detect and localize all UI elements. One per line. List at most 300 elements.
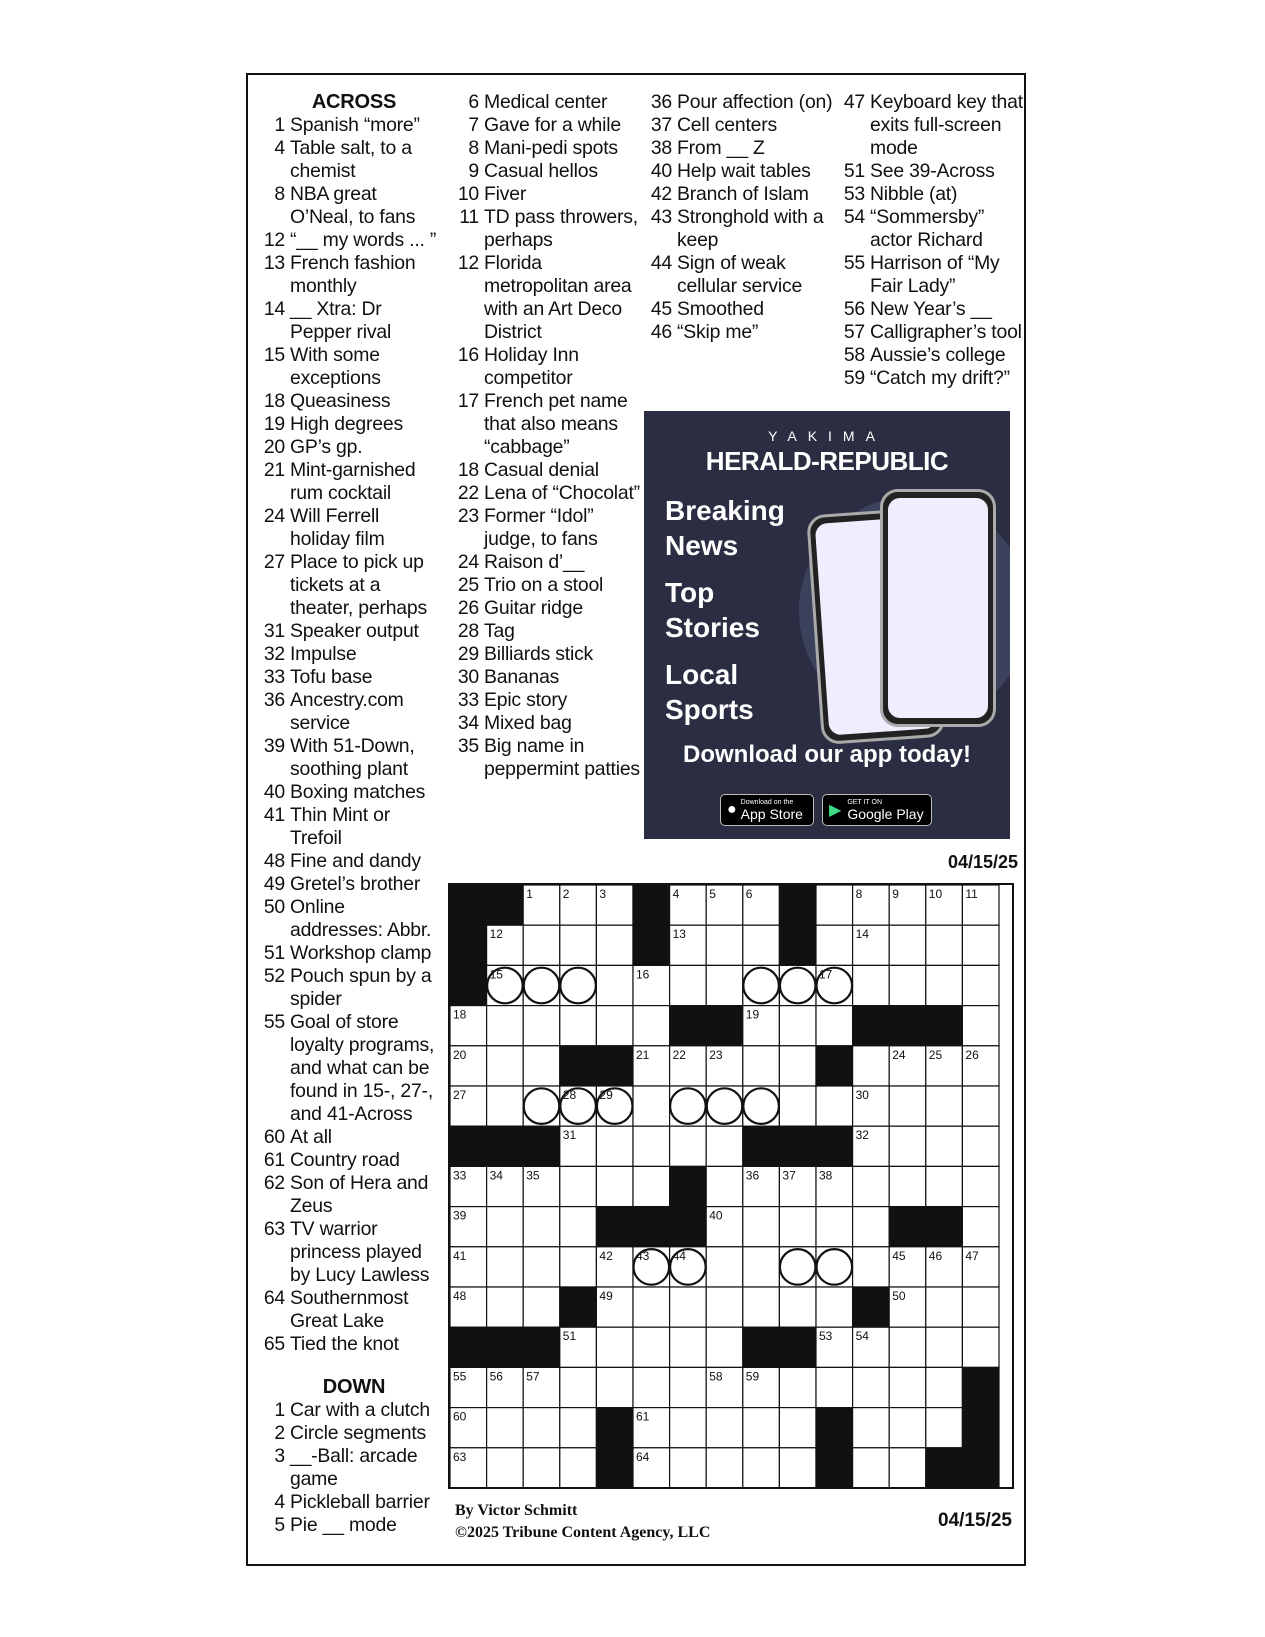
cell-number: 43: [636, 1248, 650, 1263]
grid-cell[interactable]: [926, 1287, 963, 1327]
clue-item[interactable]: [645, 252, 835, 298]
clue-item[interactable]: [258, 390, 438, 413]
grid-cell[interactable]: [670, 1126, 707, 1166]
grid-cell[interactable]: [926, 925, 963, 965]
grid-cell[interactable]: [670, 1086, 707, 1126]
grid-cell[interactable]: [706, 925, 743, 965]
clue-item[interactable]: [452, 390, 642, 459]
grid-cell[interactable]: [926, 1166, 963, 1206]
grid-cell[interactable]: [523, 1207, 560, 1247]
grid-cell[interactable]: [926, 965, 963, 1005]
cell-number: 48: [453, 1289, 467, 1303]
grid-cell[interactable]: [962, 1327, 999, 1367]
grid-cell[interactable]: [706, 1408, 743, 1448]
grid-cell[interactable]: [706, 1086, 743, 1126]
clue-text: __-Ball: arcade game: [290, 1445, 418, 1490]
cell-number: 4: [672, 887, 680, 901]
clue-item[interactable]: [258, 965, 438, 1011]
grid-cell[interactable]: [560, 965, 597, 1005]
grid-cell[interactable]: [633, 1126, 670, 1166]
grid-cell[interactable]: [962, 1126, 999, 1166]
clue-item[interactable]: [452, 689, 642, 712]
grid-cell[interactable]: [779, 1408, 816, 1448]
grid-cell[interactable]: [816, 1287, 853, 1327]
clue-item[interactable]: [452, 91, 642, 114]
grid-cell[interactable]: [633, 1327, 670, 1367]
clue-number: 12: [263, 229, 285, 251]
black-square: [450, 885, 487, 925]
clue-number: 35: [457, 735, 479, 757]
cell-number: 42: [599, 1248, 613, 1263]
grid-cell[interactable]: [670, 1448, 707, 1488]
grid-cell[interactable]: [633, 1006, 670, 1046]
clue-number: 55: [843, 252, 865, 274]
cell-number: 63: [453, 1449, 467, 1464]
grid-cell[interactable]: [596, 1327, 633, 1367]
grid-cell[interactable]: [706, 1327, 743, 1367]
clue-item[interactable]: [838, 206, 1028, 252]
clue-number: 47: [843, 91, 865, 113]
clue-item[interactable]: [258, 114, 438, 137]
clue-item[interactable]: [258, 459, 438, 505]
cell-number: 31: [562, 1128, 577, 1143]
grid-cell[interactable]: [706, 1287, 743, 1327]
clue-number: 11: [459, 206, 479, 228]
cell-number: 34: [489, 1168, 503, 1183]
google-play-button[interactable]: ▶ GET IT ON Google Play: [822, 794, 932, 826]
grid-cell[interactable]: [889, 1408, 926, 1448]
grid-cell[interactable]: [743, 1247, 780, 1287]
clue-number: 56: [843, 298, 865, 320]
clue-item[interactable]: [258, 551, 438, 620]
grid-cell[interactable]: [670, 1287, 707, 1327]
down-clues-column-2: [452, 91, 642, 781]
grid-cell[interactable]: [889, 1327, 926, 1367]
grid-cell[interactable]: [743, 1086, 780, 1126]
grid-cell[interactable]: [889, 925, 926, 965]
clue-item[interactable]: [452, 206, 642, 252]
grid-cell[interactable]: [523, 1448, 560, 1488]
grid-cell[interactable]: [633, 1166, 670, 1206]
black-square: [596, 1046, 633, 1086]
clue-item[interactable]: [258, 620, 438, 643]
clue-item[interactable]: [838, 367, 1028, 390]
clue-number: 58: [843, 344, 865, 366]
grid-cell[interactable]: [523, 1086, 560, 1126]
cell-number: 6: [745, 887, 753, 901]
grid-cell[interactable]: [889, 1126, 926, 1166]
clue-number: 45: [650, 298, 672, 320]
cell-number: 16: [636, 967, 650, 982]
grid-cell[interactable]: [816, 1367, 853, 1407]
grid-cell[interactable]: [926, 1408, 963, 1448]
play-icon: ▶: [829, 802, 842, 819]
clue-number: 23: [457, 505, 479, 527]
clue-number: 5: [274, 1514, 285, 1536]
clue-number: 8: [274, 183, 285, 205]
clue-item[interactable]: [258, 1126, 438, 1149]
grid-cell[interactable]: [560, 1006, 597, 1046]
clue-item[interactable]: [452, 643, 642, 666]
grid-cell[interactable]: [853, 1166, 890, 1206]
grid-cell[interactable]: [596, 965, 633, 1005]
clue-number: 30: [457, 666, 479, 688]
grid-cell[interactable]: [523, 1247, 560, 1287]
grid-cell[interactable]: [523, 1408, 560, 1448]
clue-number: 50: [263, 896, 285, 918]
clue-number: 24: [263, 505, 285, 527]
grid-cell[interactable]: [633, 1367, 670, 1407]
clue-text: Harrison of “My Fair Lady”: [870, 252, 1000, 297]
grid-cell[interactable]: [560, 1367, 597, 1407]
clue-text: See 39-Across: [870, 160, 995, 182]
grid-cell[interactable]: [743, 1046, 780, 1086]
grid-cell[interactable]: [743, 1287, 780, 1327]
clue-number: 18: [457, 459, 479, 481]
black-square: [633, 885, 670, 925]
black-square: [889, 1006, 926, 1046]
grid-cell[interactable]: [633, 1086, 670, 1126]
clue-item[interactable]: [258, 1149, 438, 1172]
cell-number: 40: [709, 1208, 723, 1223]
clue-number: 33: [457, 689, 479, 711]
clue-item[interactable]: [258, 1514, 438, 1537]
grid-cell[interactable]: [816, 1006, 853, 1046]
clue-item[interactable]: [452, 735, 642, 781]
crossword-grid[interactable]: [448, 883, 1014, 1489]
clue-text: Online addresses: Abbr.: [290, 896, 432, 941]
black-square: [670, 1166, 707, 1206]
grid-cell[interactable]: [853, 965, 890, 1005]
black-square: [962, 1408, 999, 1448]
clue-number: 4: [274, 137, 285, 159]
clue-item[interactable]: [258, 1333, 438, 1356]
grid-cell[interactable]: [560, 1207, 597, 1247]
grid-cell[interactable]: [487, 1287, 524, 1327]
grid-cell[interactable]: [743, 925, 780, 965]
black-square: [853, 1006, 890, 1046]
grid-cell[interactable]: [962, 925, 999, 965]
grid-cell[interactable]: [743, 1408, 780, 1448]
grid-cell[interactable]: [487, 1006, 524, 1046]
clue-item[interactable]: [452, 482, 642, 505]
down-list-1: [258, 1399, 438, 1537]
grid-cell[interactable]: [853, 1367, 890, 1407]
grid-cell[interactable]: [523, 965, 560, 1005]
clue-item[interactable]: [452, 252, 642, 344]
clue-item[interactable]: [645, 206, 835, 252]
clue-item[interactable]: [645, 183, 835, 206]
clue-text: Big name in peppermint patties: [484, 735, 640, 780]
grid-cell[interactable]: [743, 1448, 780, 1488]
grid-cell[interactable]: [889, 965, 926, 1005]
clue-item[interactable]: [452, 114, 642, 137]
black-square: [487, 1327, 524, 1367]
grid-cell[interactable]: [523, 1006, 560, 1046]
clue-item[interactable]: [452, 160, 642, 183]
clue-number: 31: [263, 620, 285, 642]
cell-number: 38: [819, 1168, 833, 1183]
clue-item[interactable]: [258, 252, 438, 298]
clue-item[interactable]: [645, 91, 835, 114]
ad-menu-item: Local Sports: [665, 659, 754, 725]
grid-cell[interactable]: [779, 1367, 816, 1407]
app-advertisement[interactable]: [644, 411, 1010, 839]
cell-number: 22: [672, 1047, 686, 1062]
clue-item[interactable]: [452, 620, 642, 643]
grid-cell[interactable]: [962, 1207, 999, 1247]
cell-number: 65: [819, 1449, 833, 1464]
grid-cell[interactable]: [633, 1287, 670, 1327]
grid-cell[interactable]: [596, 1006, 633, 1046]
grid-cell[interactable]: [889, 1367, 926, 1407]
clue-item[interactable]: [452, 551, 642, 574]
clue-item[interactable]: [838, 298, 1028, 321]
clue-number: 29: [457, 643, 479, 665]
clue-text: Gave for a while: [484, 114, 621, 136]
clue-number: 26: [457, 597, 479, 619]
clue-text: Fiver: [484, 183, 527, 205]
grid-cell[interactable]: [487, 1207, 524, 1247]
grid-cell[interactable]: [560, 925, 597, 965]
clue-item[interactable]: [452, 459, 642, 482]
grid-cell[interactable]: [779, 1046, 816, 1086]
grid-cell[interactable]: [523, 925, 560, 965]
grid-cell[interactable]: [853, 1247, 890, 1287]
grid-cell[interactable]: [962, 1086, 999, 1126]
down-clues-column-3: [645, 91, 835, 344]
clue-number: 40: [263, 781, 285, 803]
grid-cell[interactable]: [670, 965, 707, 1005]
clue-item[interactable]: [258, 344, 438, 390]
clue-number: 43: [650, 206, 672, 228]
clue-text: Stronghold with a keep: [677, 206, 824, 251]
grid-cell[interactable]: [816, 885, 853, 925]
clue-text: Bananas: [484, 666, 560, 688]
clue-number: 33: [263, 666, 285, 688]
clue-item[interactable]: [258, 1422, 438, 1445]
clue-item[interactable]: [838, 91, 1028, 160]
grid-cell[interactable]: [706, 1448, 743, 1488]
black-square: [889, 1207, 926, 1247]
clue-item[interactable]: [838, 252, 1028, 298]
grid-cell[interactable]: [670, 1408, 707, 1448]
grid-cell[interactable]: [670, 1367, 707, 1407]
clue-item[interactable]: [258, 873, 438, 896]
clue-item[interactable]: [258, 896, 438, 942]
clue-item[interactable]: [258, 1218, 438, 1287]
clue-item[interactable]: [258, 735, 438, 781]
grid-cell[interactable]: [889, 1086, 926, 1126]
grid-cell[interactable]: [779, 1247, 816, 1287]
grid-cell[interactable]: [779, 965, 816, 1005]
grid-cell[interactable]: [962, 965, 999, 1005]
grid-cell[interactable]: [962, 1166, 999, 1206]
black-square: [926, 1006, 963, 1046]
clue-text: Medical center: [484, 91, 608, 113]
black-square: [560, 1046, 597, 1086]
clue-item[interactable]: [258, 229, 438, 252]
grid-cell[interactable]: [853, 1046, 890, 1086]
clue-text: Speaker output: [290, 620, 419, 642]
grid-cell[interactable]: [596, 1367, 633, 1407]
clue-item[interactable]: [258, 666, 438, 689]
grid-cell[interactable]: [926, 1126, 963, 1166]
grid-cell[interactable]: [962, 1287, 999, 1327]
clue-item[interactable]: [258, 689, 438, 735]
grid-cell[interactable]: [779, 1086, 816, 1126]
clue-item[interactable]: [258, 1287, 438, 1333]
clue-item[interactable]: [258, 1011, 438, 1126]
clue-item[interactable]: [452, 666, 642, 689]
clue-item[interactable]: [452, 505, 642, 551]
clue-item[interactable]: [645, 137, 835, 160]
grid-cell[interactable]: [779, 1006, 816, 1046]
grid-cell[interactable]: [487, 1046, 524, 1086]
clue-item[interactable]: [645, 160, 835, 183]
clue-item[interactable]: [258, 505, 438, 551]
clue-item[interactable]: [645, 298, 835, 321]
clue-number: 34: [457, 712, 479, 734]
clue-item[interactable]: [258, 137, 438, 183]
clue-item[interactable]: [452, 344, 642, 390]
grid-cell[interactable]: [853, 1207, 890, 1247]
clue-number: 61: [263, 1149, 285, 1171]
grid-cell[interactable]: [523, 1046, 560, 1086]
grid-cell[interactable]: [487, 1086, 524, 1126]
grid-cell[interactable]: [560, 1408, 597, 1448]
grid-cell[interactable]: [853, 1408, 890, 1448]
clue-number: 1: [274, 114, 285, 136]
grid-cell[interactable]: [962, 1006, 999, 1046]
cell-number: 55: [453, 1369, 467, 1384]
clue-item[interactable]: [452, 712, 642, 735]
grid-cell[interactable]: [816, 1207, 853, 1247]
clue-item[interactable]: [258, 942, 438, 965]
clue-number: 6: [468, 91, 479, 113]
grid-cell[interactable]: [889, 1166, 926, 1206]
clue-item[interactable]: [258, 643, 438, 666]
grid-cell[interactable]: [779, 1207, 816, 1247]
clue-item[interactable]: [452, 183, 642, 206]
black-square: [706, 1006, 743, 1046]
clue-item[interactable]: [258, 781, 438, 804]
clue-text: Sign of weak cellular service: [677, 252, 803, 297]
grid-cell[interactable]: [816, 925, 853, 965]
clue-item[interactable]: [258, 436, 438, 459]
grid-cell[interactable]: [779, 1448, 816, 1488]
clue-text: __ Xtra: Dr Pepper rival: [290, 298, 392, 343]
grid-cell[interactable]: [670, 1327, 707, 1367]
clue-item[interactable]: [452, 597, 642, 620]
app-store-button[interactable]: ● Download on the App Store: [720, 794, 814, 826]
ad-cta: Download our app today!: [683, 741, 971, 768]
grid-cell[interactable]: [816, 1247, 853, 1287]
clue-item[interactable]: [258, 1445, 438, 1491]
cell-number: 32: [855, 1128, 869, 1143]
clue-item[interactable]: [838, 183, 1028, 206]
clue-number: 57: [843, 321, 865, 343]
clue-text: Florida metropolitan area with an Art Deco District: [484, 252, 632, 343]
clue-text: Son of Hera and Zeus: [290, 1172, 429, 1217]
clue-number: 1: [274, 1399, 285, 1421]
apple-icon: ●: [727, 801, 737, 818]
cell-number: 57: [526, 1369, 540, 1384]
clue-item[interactable]: [258, 298, 438, 344]
clue-item[interactable]: [258, 1491, 438, 1514]
clue-item[interactable]: [258, 804, 438, 850]
clue-item[interactable]: [838, 344, 1028, 367]
grid-cell[interactable]: [487, 1448, 524, 1488]
clue-number: 44: [650, 252, 672, 274]
clue-item[interactable]: [258, 850, 438, 873]
cell-number: 46: [928, 1248, 943, 1263]
grid-cell[interactable]: [926, 1367, 963, 1407]
clue-text: NBA great O’Neal, to fans: [290, 183, 416, 228]
clue-item[interactable]: [452, 137, 642, 160]
grid-cell[interactable]: [487, 1408, 524, 1448]
clue-item[interactable]: [838, 321, 1028, 344]
grid-cell[interactable]: [816, 1086, 853, 1126]
grid-cell[interactable]: [743, 965, 780, 1005]
grid-cell[interactable]: [706, 1166, 743, 1206]
cell-number: 41: [453, 1248, 467, 1263]
clue-item[interactable]: [645, 114, 835, 137]
clue-number: 9: [468, 160, 479, 182]
grid-cell[interactable]: [779, 1287, 816, 1327]
grid-cell[interactable]: [596, 1166, 633, 1206]
clue-text: Circle segments: [290, 1422, 427, 1444]
grid-cell[interactable]: [560, 1448, 597, 1488]
clue-text: Car with a clutch: [290, 1399, 430, 1421]
clue-text: Tied the knot: [290, 1333, 399, 1355]
clue-item[interactable]: [838, 160, 1028, 183]
clue-item[interactable]: [258, 413, 438, 436]
grid-cell[interactable]: [706, 965, 743, 1005]
clue-item[interactable]: [258, 183, 438, 229]
black-square: [523, 1126, 560, 1166]
clue-number: 60: [263, 1126, 285, 1148]
grid-cell[interactable]: [560, 1166, 597, 1206]
cell-number: 9: [892, 887, 899, 901]
grid-cell[interactable]: [706, 1126, 743, 1166]
clue-number: 17: [457, 390, 479, 412]
down-list-2: [452, 91, 642, 781]
grid-cell[interactable]: [853, 1448, 890, 1488]
grid-cell[interactable]: [889, 1448, 926, 1488]
clue-number: 46: [650, 321, 672, 343]
clue-item[interactable]: [645, 321, 835, 344]
clue-number: 8: [468, 137, 479, 159]
clue-item[interactable]: [452, 574, 642, 597]
grid-cell[interactable]: [596, 925, 633, 965]
grid-cell[interactable]: [926, 1327, 963, 1367]
grid-cell[interactable]: [523, 1287, 560, 1327]
grid-cell[interactable]: [743, 1207, 780, 1247]
grid-cell[interactable]: [926, 1086, 963, 1126]
cell-number: 27: [453, 1088, 467, 1102]
clue-number: 36: [650, 91, 672, 113]
grid-cell[interactable]: [560, 1247, 597, 1287]
clue-item[interactable]: [258, 1399, 438, 1422]
cell-number: 51: [562, 1329, 577, 1344]
grid-cell[interactable]: [487, 1247, 524, 1287]
black-square: [779, 1126, 816, 1166]
grid-cell[interactable]: [596, 1126, 633, 1166]
clue-text: Pickleball barrier: [290, 1491, 430, 1513]
clue-item[interactable]: [258, 1172, 438, 1218]
grid-cell[interactable]: [706, 1247, 743, 1287]
